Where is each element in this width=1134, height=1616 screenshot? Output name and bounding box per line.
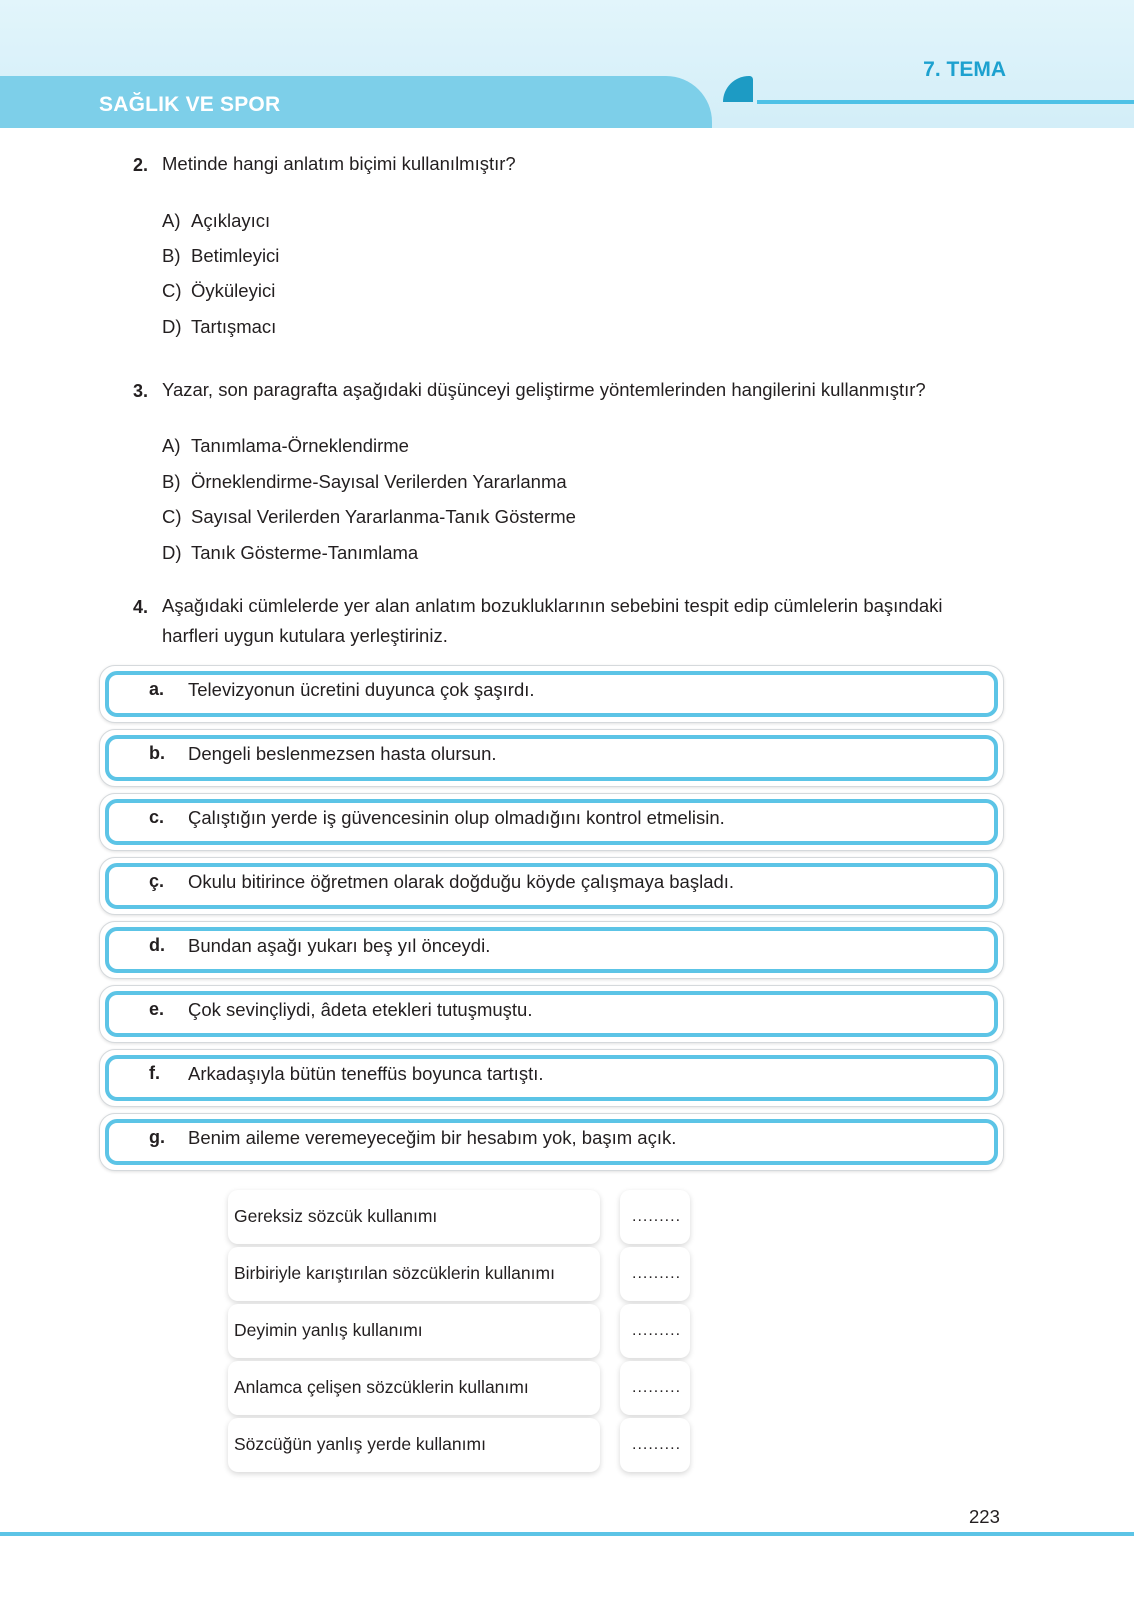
question-3-option-b: B) Örneklendirme-Sayısal Verilerden Yararlanma [162, 471, 567, 492]
question-2-number: 2. [133, 155, 149, 175]
section-title: SAĞLIK VE SPOR [99, 93, 281, 116]
footer-rule [0, 1532, 1134, 1536]
sentence-a: a. Televizyonun ücretini duyunca çok şaşırdı. [99, 665, 1004, 723]
question-2-text: Metinde hangi anlatım biçimi kullanılmıştır? [162, 153, 516, 174]
answer-box[interactable]: ......... [620, 1361, 690, 1415]
question-3-option-a: A) Tanımlama-Örneklendirme [162, 435, 409, 456]
category-box: Sözcüğün yanlış yerde kullanımı [228, 1418, 600, 1472]
sentence-d: d. Bundan aşağı yukarı beş yıl önceydi. [99, 921, 1004, 979]
category-box: Gereksiz sözcük kullanımı [228, 1190, 600, 1244]
theme-label: 7. TEMA [923, 58, 1006, 81]
sentence-f: f. Arkadaşıyla bütün teneffüs boyunca tartıştı. [99, 1049, 1004, 1107]
question-2-option-c: C) Öyküleyici [162, 280, 276, 301]
answer-box[interactable]: ......... [620, 1418, 690, 1472]
sentence-c: c. Çalıştığın yerde iş güvencesinin olup olmadığını kontrol etmelisin. [99, 793, 1004, 851]
question-3-text: Yazar, son paragrafta aşağıdaki düşünceyi geliştirme yöntemlerinden hangilerini kullanmıştır? [162, 379, 926, 400]
question-3-option-d: D) Tanık Gösterme-Tanımlama [162, 542, 419, 563]
question-3-number: 3. [133, 381, 149, 401]
page-number: 223 [969, 1506, 1000, 1527]
question-2-option-a: A) Açıklayıcı [162, 210, 271, 231]
sentence-b: b. Dengeli beslenmezsen hasta olursun. [99, 729, 1004, 787]
question-2-option-d: D) Tartışmacı [162, 316, 277, 337]
question-3-option-c: C) Sayısal Verilerden Yararlanma-Tanık Gösterme [162, 506, 576, 527]
question-4-number: 4. [133, 597, 149, 617]
sentence-cc: ç. Okulu bitirince öğretmen olarak doğduğu köyde çalışmaya başladı. [99, 857, 1004, 915]
sentence-e: e. Çok sevinçliydi, âdeta etekleri tutuşmuştu. [99, 985, 1004, 1043]
sentence-g: g. Benim aileme veremeyeceğim bir hesabım yok, başım açık. [99, 1113, 1004, 1171]
header-rule [757, 100, 1134, 104]
answer-box[interactable]: ......... [620, 1247, 690, 1301]
question-2-option-b: B) Betimleyici [162, 245, 280, 266]
category-box: Anlamca çelişen sözcüklerin kullanımı [228, 1361, 600, 1415]
answer-box[interactable]: ......... [620, 1304, 690, 1358]
category-box: Deyimin yanlış kullanımı [228, 1304, 600, 1358]
answer-box[interactable]: ......... [620, 1190, 690, 1244]
question-4-text: Aşağıdaki cümlelerde yer alan anlatım bozukluklarının sebebini tespit edip cümlelerin başındaki harfleri uygun kutulara yerleştiriniz. [162, 595, 943, 646]
category-box: Birbiriyle karıştırılan sözcüklerin kullanımı [228, 1247, 600, 1301]
